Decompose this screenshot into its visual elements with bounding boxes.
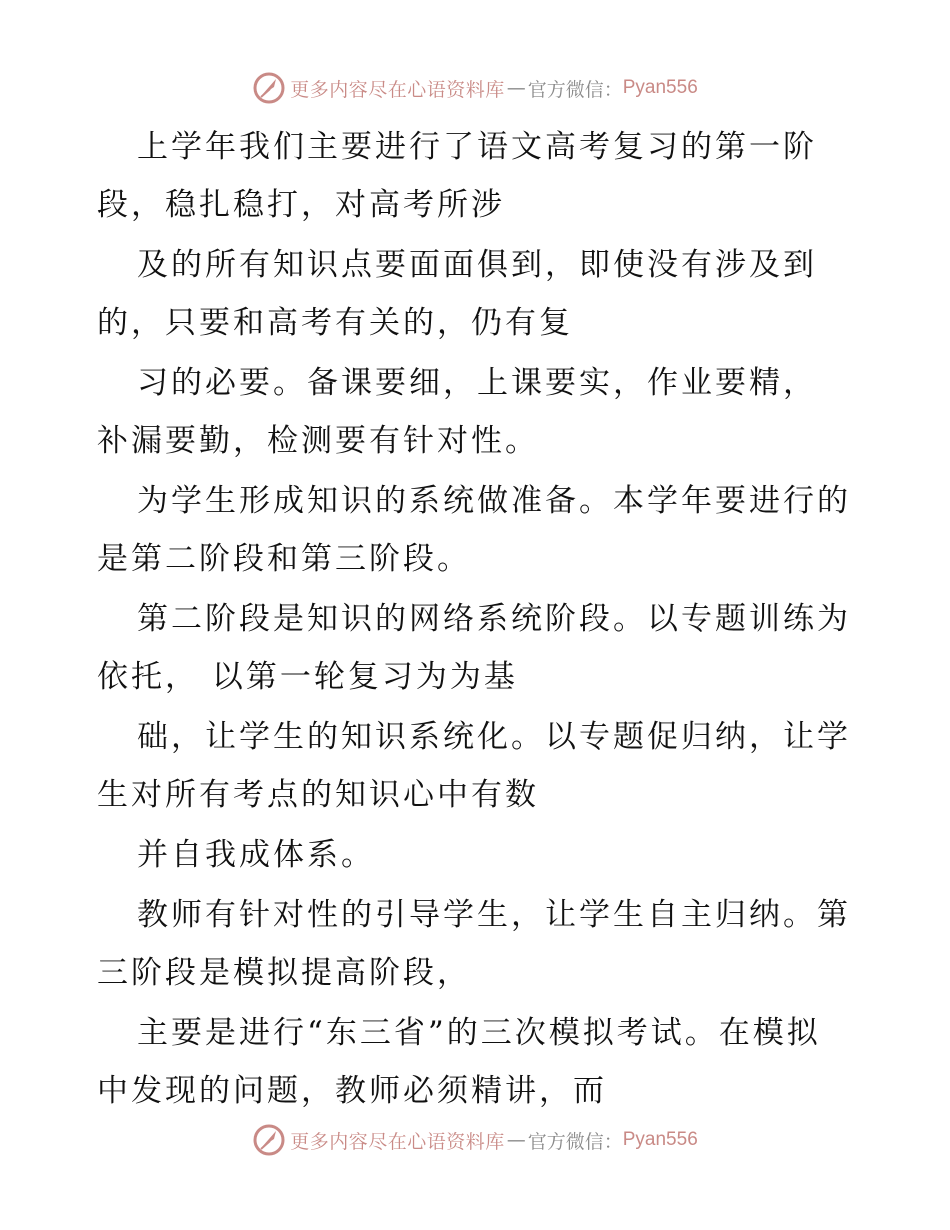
watermark-official-label: 官方微信： [527, 78, 623, 101]
header-watermark [0, 68, 950, 108]
watermark-brand: 更多内容尽在心语资料库 [290, 78, 505, 101]
body-line: 主要是进行“东三省”的三次模拟考试。在模拟 [137, 1015, 821, 1051]
watermark-brand: 更多内容尽在心语资料库 [290, 1130, 505, 1153]
feather-seal-icon [252, 71, 286, 105]
body-line: 为学生形成知识的系统做准备。本学年要进行的 [137, 483, 851, 519]
body-line: 补漏要勤，检测要有针对性。 [97, 423, 539, 459]
watermark-account: Pyan556 [622, 77, 698, 98]
body-line: 生对所有考点的知识心中有数 [97, 777, 539, 813]
watermark-separator: — [506, 1129, 526, 1151]
feather-seal-icon [252, 1123, 286, 1157]
body-line: 及的所有知识点要面面俱到，即使没有涉及到 [137, 247, 817, 283]
watermark-account: Pyan556 [622, 1129, 698, 1150]
body-line: 三阶段是模拟提高阶段， [97, 955, 471, 991]
body-line: 础，让学生的知识系统化。以专题促归纳，让学 [137, 719, 851, 755]
body-line: 习的必要。备课要细，上课要实，作业要精， [137, 365, 817, 401]
body-line: 中发现的问题，教师必须精讲，而 [97, 1073, 607, 1109]
body-line: 是第二阶段和第三阶段。 [97, 541, 471, 577]
body-line: 段，稳扎稳打，对高考所涉 [97, 187, 505, 223]
body-line: 第二阶段是知识的网络系统阶段。以专题训练为 [137, 601, 851, 637]
body-line: 上学年我们主要进行了语文高考复习的第一阶 [137, 129, 817, 165]
footer-watermark [0, 1120, 950, 1160]
body-line: 并自我成体系。 [137, 837, 375, 873]
body-line: 依托， 以第一轮复习为为基 [97, 659, 518, 695]
watermark-official-label: 官方微信： [527, 1130, 623, 1153]
body-line: 的，只要和高考有关的，仍有复 [97, 305, 573, 341]
body-line: 教师有针对性的引导学生，让学生自主归纳。第 [137, 897, 851, 933]
watermark-separator: — [506, 77, 526, 99]
